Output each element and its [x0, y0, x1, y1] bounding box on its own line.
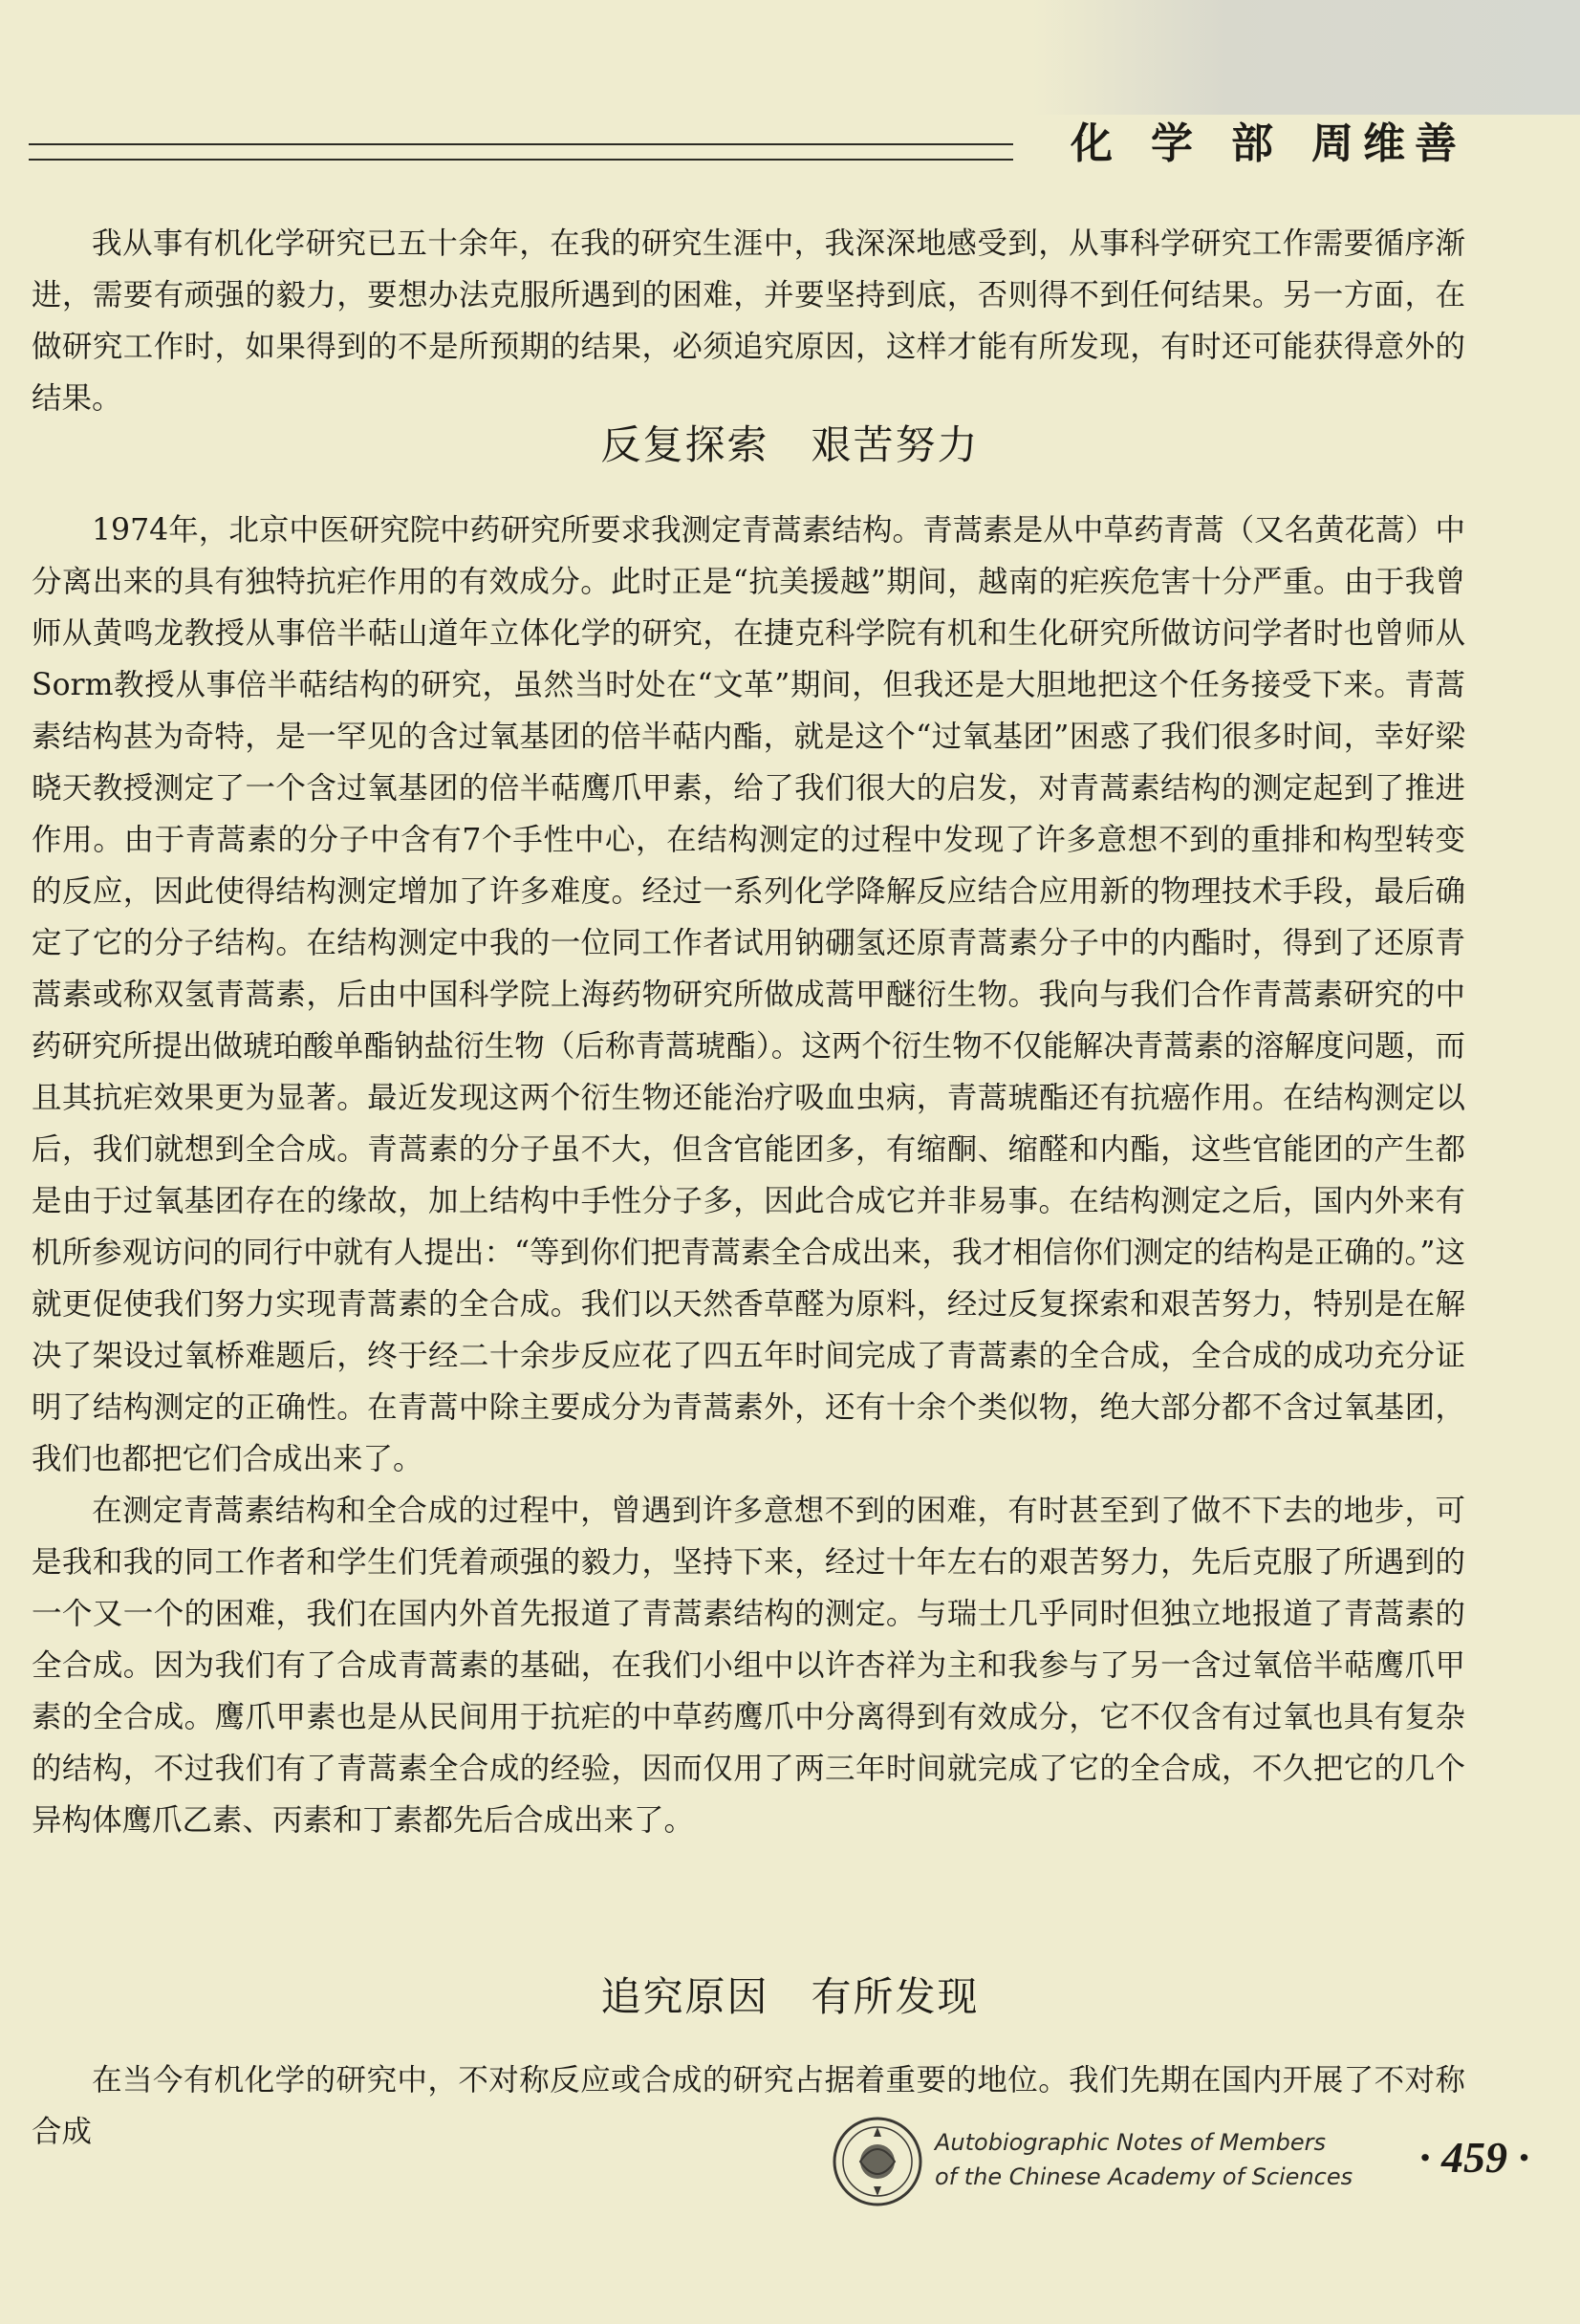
intro-paragraph: 我从事有机化学研究已五十余年，在我的研究生涯中，我深深地感受到，从事科学研究工作需要循序渐进，需要有顽强的毅力，要想办法克服所遇到的困难，并要坚持到底，否则得不到任何结果。另一方面，在做研究工作时，如果得到的不是所预期的结果，必须追究原因，这样才能有所发现，有时还可能获得意外的结果。 — [32, 226, 1465, 416]
department-name: 化学部 — [1071, 119, 1311, 168]
body-paragraph: 1974年，北京中医研究院中药研究所要求我测定青蒿素结构。青蒿素是从中草药青蒿（又名黄花蒿）中分离出来的具有独特抗疟作用的有效成分。此时正是“抗美援越”期间，越南的疟疾危害十分严重。由于我曾师从黄鸣龙教授从事倍半萜山道年立体化学的研究，在捷克科学院有机和生化研究所做访问学者时也曾师从Sorm教授从事倍半萜结构的研究，虽然当时处在“文革”期间，但我还是大胆地把这个任务接受下来。青蒿素结构甚为奇特，是一罕见的含过氧基团的倍半萜内酯，就是这个“过氧基团”困惑了我们很多时间，幸好梁晓天教授测定了一个含过氧基团的倍半萜鹰爪甲素，给了我们很大的启发，对青蒿素结构的测定起到了推进作用。由于青蒿素的分子中含有7个手性中心，在结构测定的过程中发现了许多意想不到的重排和构型转变的反应，因此使得结构测定增加了许多难度。经过一系列化学降解反应结合应用新的物理技术手段，最后确定了它的分子结构。在结构测定中我的一位同工作者试用钠硼氢还原青蒿素分子中的内酯时，得到了还原青蒿素或称双氢青蒿素，后由中国科学院上海药物研究所做成蒿甲醚衍生物。我向与我们合作青蒿素研究的中药研究所提出做琥珀酸单酯钠盐衍生物（后称青蒿琥酯）。这两个衍生物不仅能解决青蒿素的溶解度问题，而且其抗疟效果更为显著。最近发现这两个衍生物还能治疗吸血虫病，青蒿琥酯还有抗癌作用。在结构测定以后，我们就想到全合成。青蒿素的分子虽不大，但含官能团多，有缩酮、缩醛和内酯，这些官能团的产生都是由于过氧基团存在的缘故，加上结构中手性分子多，因此合成它并非易事。在结构测定之后，国内外来有机所参观访问的同行中就有人提出：“等到你们把青蒿素全合成出来，我才相信你们测定的结构是正确的。”这就更促使我们努力实现青蒿素的全合成。我们以天然香草醛为原料，经过反复探索和艰苦努力，特别是在解决了架设过氧桥难题后，终于经二十余步反应花了四五年时间完成了青蒿素的全合成，全合成的成功充分证明了结构测定的正确性。在青蒿中除主要成分为青蒿素外，还有十余个类似物，绝大部分都不含过氧基团，我们也都把它们合成出来了。 — [32, 513, 1465, 1476]
series-title-line-1: Autobiographic Notes of Members — [935, 2129, 1326, 2156]
series-title-line-2: of the Chinese Academy of Sciences — [935, 2163, 1353, 2190]
section-heading-1: 反复探索 艰苦努力 — [600, 421, 980, 468]
author-name: 周维善 — [1311, 119, 1466, 168]
page-corner-shade — [1032, 0, 1580, 115]
intro-section — [32, 218, 1465, 424]
body-paragraph: 在当今有机化学的研究中，不对称反应或合成的研究占据着重要的地位。我们先期在国内开展了不对称合成 — [32, 2063, 1465, 2149]
header-rule — [29, 143, 1013, 161]
running-header — [1071, 111, 1548, 178]
page-footer — [832, 2112, 1558, 2246]
academy-seal-icon — [832, 2116, 923, 2207]
body-paragraph: 在测定青蒿素结构和全合成的过程中，曾遇到许多意想不到的困难，有时甚至到了做不下去的地步，可是我和我的同工作者和学生们凭着顽强的毅力，坚持下来，经过十年左右的艰苦努力，先后克服了所遇到的一个又一个的困难，我们在国内外首先报道了青蒿素结构的测定。与瑞士几乎同时但独立地报道了青蒿素的全合成。因为我们有了合成青蒿素的基础，在我们小组中以许杏祥为主和我参与了另一含过氧倍半萜鹰爪甲素的全合成。鹰爪甲素也是从民间用于抗疟的中草药鹰爪中分离得到有效成分，它不仅含有过氧也具有复杂的结构，不过我们有了青蒿素全合成的经验，因而仅用了两三年时间就完成了它的全合成，不久把它的几个异构体鹰爪乙素、丙素和丁素都先后合成出来了。 — [32, 1494, 1465, 1838]
section-1-body — [32, 505, 1465, 1846]
page-number: · 459 · — [1419, 2133, 1529, 2182]
section-heading-2: 追究原因 有所发现 — [600, 1973, 980, 2020]
series-title — [935, 2125, 1353, 2194]
